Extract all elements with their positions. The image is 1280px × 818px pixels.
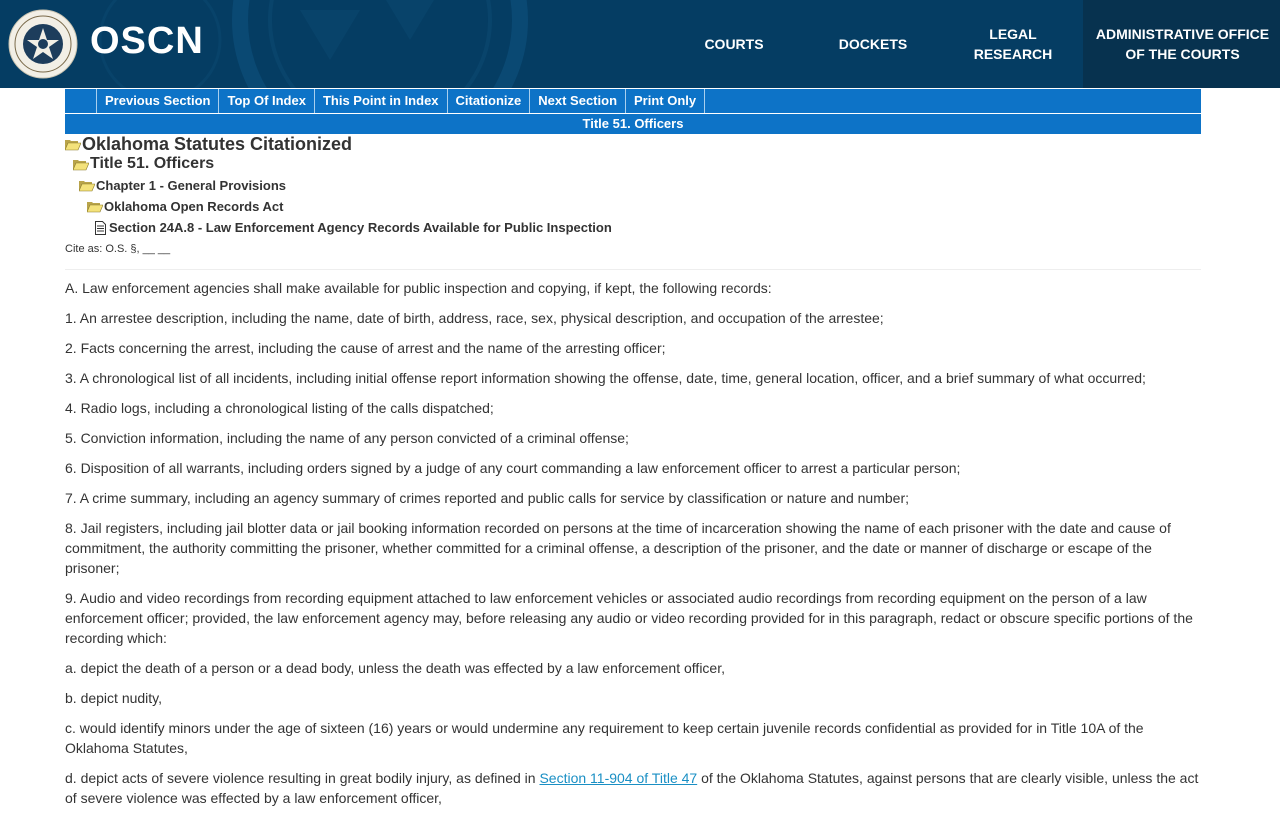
subparagraph-d-before: d. depict acts of severe violence resulting in great bodily injury, as defined in [65,770,540,786]
paragraph-9: 9. Audio and video recordings from recording equipment attached to law enforcement vehicles or associated audio recordings from recording equipment on the person of a law enforcement officer; provided, the law enforcement agency may, before releasing any audio or video recording provided for in this paragraph, redact or obscure specific portions of the recording which: [65,590,1193,646]
tree-node-label: Chapter 1 - General Provisions [96,178,287,193]
tree-node-chapter-1[interactable] [79,178,286,193]
paragraph-6: 6. Disposition of all warrants, including orders signed by a judge of any court commanding a law enforcement officer to arrest a particular person; [65,460,961,476]
subparagraph-a: a. depict the death of a person or a dead body, unless the death was effected by a law enforcement officer, [65,660,725,676]
tree-node-label: Section 24A.8 - Law Enforcement Agency Records Available for Public Inspection [109,220,612,235]
nav-administrative-office[interactable] [1083,0,1280,88]
subparagraph-d [65,768,1201,808]
site-logo[interactable]: OSCN [90,20,204,62]
paragraph-2: 2. Facts concerning the arrest, including the cause of arrest and the name of the arresting officer; [65,340,666,356]
paragraph-1: 1. An arrestee description, including the name, date of birth, address, race, sex, physical description, and occupation of the arrestee; [65,310,884,326]
section-toolbar [65,89,1201,113]
supreme-court-seal-icon[interactable] [8,6,78,82]
site-header [0,0,1280,88]
top-of-index-button[interactable]: Top Of Index [219,89,314,113]
main-nav [665,0,1280,88]
paragraph-8: 8. Jail registers, including jail blotter data or jail booking information recorded on persons at the time of incarceration showing the name of each prisoner with the date and cause of commitment, the authority committing the prisoner, whether committed for a criminal offense, a description of the prisoner, and the date or manner of discharge or escape of the prisoner; [65,520,1171,576]
paragraph-3: 3. A chronological list of all incidents, including initial offense report information showing the offense, date, time, general location, officer, and a brief summary of what occurred; [65,370,1146,386]
subparagraph-c: c. would identify minors under the age of sixteen (16) years or would undermine any requirement to keep certain juvenile records confidential as provided for in Title 10A of the Oklahoma Statutes, [65,720,1144,756]
citationize-button[interactable]: Citationize [448,89,531,113]
paragraph-4: 4. Radio logs, including a chronological listing of the calls dispatched; [65,400,494,416]
previous-section-button[interactable]: Previous Section [97,89,219,113]
document-icon [95,221,106,235]
nav-legal-research-label: LEGAL RESEARCH [973,26,1053,62]
title-bar: Title 51. Officers [65,114,1201,134]
tree-node-statutes[interactable] [65,134,352,155]
paragraph-5: 5. Conviction information, including the name of any person convicted of a criminal offense; [65,430,629,446]
folder-open-icon [65,138,81,151]
subparagraph-b: b. depict nudity, [65,690,163,706]
folder-open-icon [79,179,95,192]
nav-dockets[interactable]: DOCKETS [838,36,908,52]
next-section-button[interactable]: Next Section [530,89,626,113]
tree-node-label: Oklahoma Open Records Act [104,199,284,214]
section-11-904-link[interactable]: Section 11-904 of Title 47 [539,770,698,786]
tree-node-open-records-act[interactable] [87,199,283,214]
content-divider [65,269,1201,270]
nav-legal-research[interactable] [943,0,1083,88]
tree-node-label: Title 51. Officers [90,155,215,172]
print-only-button[interactable]: Print Only [626,89,705,113]
folder-open-icon [87,200,103,213]
nav-courts[interactable]: COURTS [704,36,764,52]
subparagraph-d-after: of the Oklahoma Statutes, against persons that are clearly visible, unless the act of severe violence was effected by a law enforcement officer, [65,770,1199,806]
tree-node-title-51[interactable] [73,155,214,173]
tree-node-section-24a8[interactable] [95,220,612,235]
paragraph-a: A. Law enforcement agencies shall make available for public inspection and copying, if kept, the following records: [65,280,772,296]
nav-administrative-office-label: ADMINISTRATIVE OFFICE OF THE COURTS [1095,26,1270,62]
toolbar-spacer [65,89,97,113]
paragraph-7: 7. A crime summary, including an agency summary of crimes reported and public calls for service by classification or nature and number; [65,490,909,506]
this-point-in-index-button[interactable]: This Point in Index [315,89,448,113]
cite-as-text: Cite as: O.S. §, __ __ [65,243,171,255]
statute-text [65,278,1201,818]
folder-open-icon [73,158,89,171]
tree-node-label: Oklahoma Statutes Citationized [82,134,353,154]
